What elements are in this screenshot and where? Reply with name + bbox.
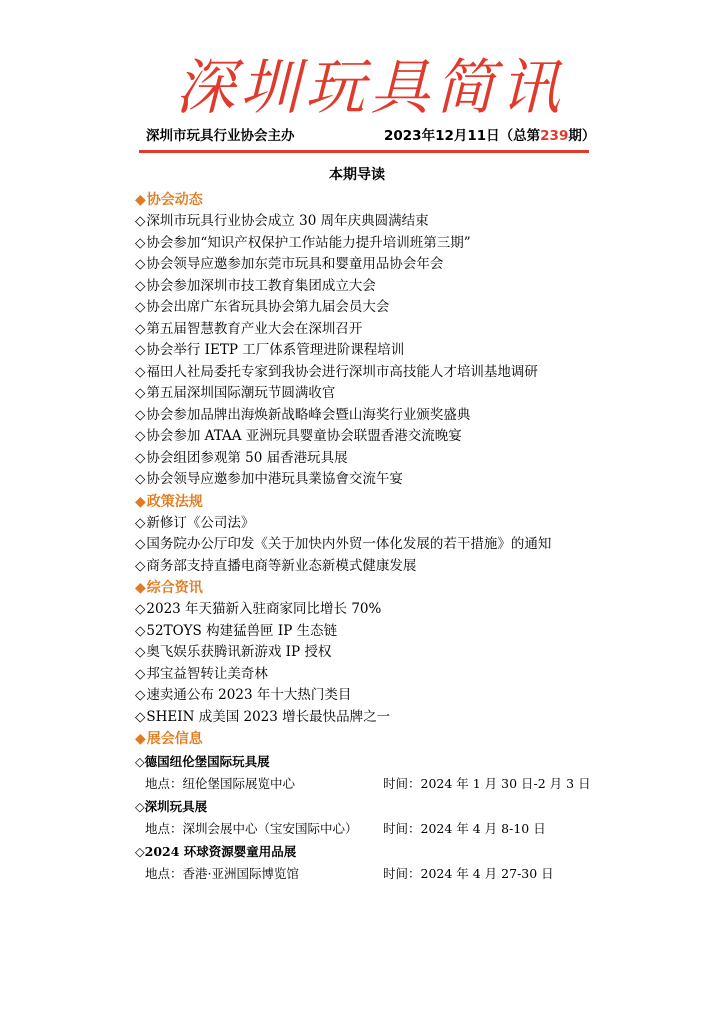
toc-item[interactable]: ◇福田人社局委托专家到我协会进行深圳市高技能人才培训基地调研	[135, 363, 538, 380]
toc-item[interactable]: ◇协会参加品牌出海焕新战略峰会暨山海奖行业颁奖盛典	[135, 406, 471, 423]
section-heading-exhibitions: ◆展会信息	[135, 731, 203, 747]
section-diamond-icon: ◆	[135, 493, 146, 510]
item-diamond-icon: ◇	[135, 320, 146, 337]
item-diamond-icon: ◇	[135, 406, 146, 423]
item-diamond-icon: ◇	[135, 449, 146, 466]
expo-location: 地点：香港·亚洲国际博览馆	[145, 866, 299, 881]
toc-item[interactable]: ◇协会组团参观第 50 届香港玩具展	[135, 449, 348, 466]
toc-item[interactable]: ◇奥飞娱乐获腾讯新游戏 IP 授权	[135, 644, 332, 660]
toc-item[interactable]: ◇第五届深圳国际潮玩节圆满收官	[135, 385, 336, 401]
section-diamond-icon: ◆	[135, 192, 146, 208]
section-heading-association: ◆协会动态	[135, 192, 203, 208]
expo-time: 时间：2024 年 4 月 8-10 日	[383, 821, 546, 836]
item-diamond-icon: ◇	[135, 601, 146, 617]
item-diamond-icon: ◇	[135, 213, 146, 229]
toc-item[interactable]: ◇协会领导应邀参加中港玩具業協會交流午宴	[135, 471, 403, 487]
item-diamond-icon: ◇	[135, 622, 146, 639]
item-diamond-icon: ◇	[135, 277, 146, 294]
expo-title[interactable]: ◇深圳玩具展	[135, 799, 208, 814]
toc-item[interactable]: ◇国务院办公厅印发《关于加快内外贸一体化发展的若干措施》的通知	[135, 536, 552, 552]
expo-location: 地点：深圳会展中心（宝安国际中心）	[145, 821, 358, 836]
item-diamond-icon: ◇	[135, 644, 146, 660]
issue-date	[384, 126, 595, 146]
toc-item[interactable]: ◇速卖通公布 2023 年十大热门类目	[135, 687, 352, 703]
toc-item[interactable]: ◇协会参加 ATAA 亚洲玩具婴童协会联盟香港交流晚宴	[135, 428, 462, 444]
item-diamond-icon: ◇	[135, 385, 146, 401]
toc-item[interactable]: ◇协会领导应邀参加东莞市玩具和婴童用品协会年会	[135, 256, 444, 272]
toc-item[interactable]: ◇SHEIN 成美国 2023 增长最快品牌之一	[135, 708, 391, 725]
section-diamond-icon: ◆	[135, 580, 146, 596]
toc-item[interactable]: ◇协会参加“知识产权保护工作站能力提升培训班第三期”	[135, 234, 471, 251]
item-diamond-icon: ◇	[135, 428, 146, 444]
item-diamond-icon: ◇	[135, 536, 146, 552]
toc-item[interactable]: ◇52TOYS 构建猛兽匣 IP 生态链	[135, 622, 338, 639]
header-divider	[139, 150, 589, 153]
toc-title: 本期导读	[329, 167, 385, 183]
toc-item[interactable]: ◇协会参加深圳市技工教育集团成立大会	[135, 277, 376, 294]
item-diamond-icon: ◇	[135, 342, 146, 358]
expo-detail	[135, 863, 595, 885]
item-diamond-icon: ◇	[135, 687, 146, 703]
expo-time: 时间：2024 年 4 月 27-30 日	[383, 866, 554, 881]
expo-time: 时间：2024 年 1 月 30 日-2 月 3 日	[383, 776, 591, 791]
item-diamond-icon: ◇	[135, 234, 146, 251]
item-diamond-icon: ◇	[135, 557, 146, 574]
item-diamond-icon: ◇	[135, 844, 145, 859]
section-heading-news: ◆综合资讯	[135, 580, 203, 596]
item-diamond-icon: ◇	[135, 256, 146, 272]
item-diamond-icon: ◇	[135, 708, 146, 725]
issue-number: 239	[540, 128, 569, 144]
toc-item[interactable]: ◇协会举行 IETP 工厂体系管理进阶课程培训	[135, 342, 405, 358]
item-diamond-icon: ◇	[135, 754, 145, 769]
section-diamond-icon: ◆	[135, 731, 146, 747]
expo-title[interactable]: ◇2024 环球资源婴童用品展	[135, 844, 297, 859]
toc-item[interactable]: ◇商务部支持直播电商等新业态新模式健康发展	[135, 557, 417, 574]
item-diamond-icon: ◇	[135, 471, 146, 487]
expo-detail	[135, 773, 595, 795]
item-diamond-icon: ◇	[135, 799, 145, 814]
item-diamond-icon: ◇	[135, 514, 146, 531]
organizer: 深圳市玩具行业协会主办	[146, 128, 295, 144]
masthead-title: 深圳玩具简讯	[175, 53, 565, 123]
item-diamond-icon: ◇	[135, 665, 146, 682]
item-diamond-icon: ◇	[135, 363, 146, 380]
expo-location: 地点：纽伦堡国际展览中心	[145, 776, 296, 791]
header-subline	[146, 126, 596, 146]
toc-item[interactable]: ◇协会出席广东省玩具协会第九届会员大会	[135, 299, 390, 315]
toc-item[interactable]: ◇第五届智慧教育产业大会在深圳召开	[135, 320, 363, 337]
toc-item[interactable]: ◇深圳市玩具行业协会成立 30 周年庆典圆满结束	[135, 213, 429, 229]
expo-title[interactable]: ◇德国纽伦堡国际玩具展	[135, 754, 270, 769]
issue-date-prefix: 2023年12月11日（总第	[384, 128, 541, 144]
expo-detail	[135, 818, 595, 840]
item-diamond-icon: ◇	[135, 299, 146, 315]
toc-item[interactable]: ◇新修订《公司法》	[135, 514, 255, 531]
toc-item[interactable]: ◇邦宝益智转让美奇林	[135, 665, 268, 682]
toc-content	[135, 189, 595, 885]
issue-date-suffix: 期）	[568, 128, 596, 144]
toc-item[interactable]: ◇2023 年天猫新入驻商家同比增长 70%	[135, 601, 382, 617]
section-heading-policy: ◆政策法规	[135, 493, 203, 510]
